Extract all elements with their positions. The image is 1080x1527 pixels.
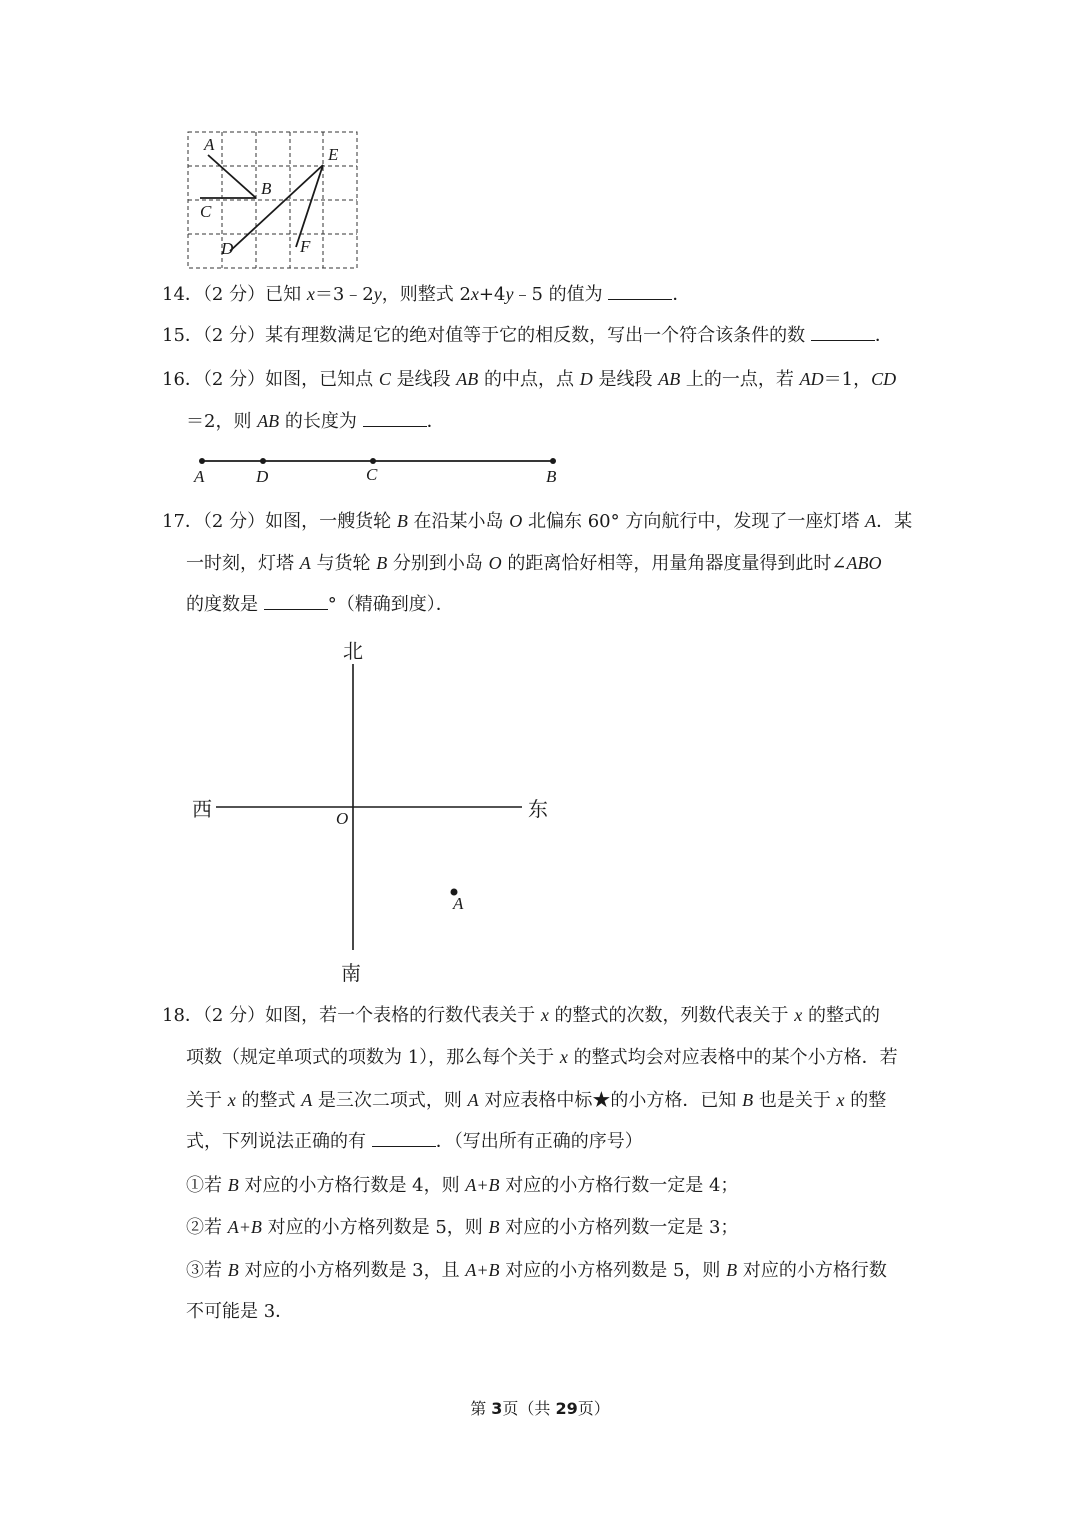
option-1 (186, 1173, 738, 1198)
question-text: 如图，若一个表格的行数代表关于 (265, 1005, 541, 1026)
question-text: 关于 (186, 1090, 228, 1111)
point-label-d: D (221, 239, 234, 258)
question-text: 某有理数满足它的绝对值等于它的相反数，写出一个符合该条件的数 (265, 325, 811, 346)
question-text: 的整式的次数，列数代表关于 (548, 1005, 795, 1026)
math-var: C (378, 369, 391, 389)
point-label-f: F (300, 237, 311, 256)
math-var: x (540, 1005, 549, 1025)
footer-text: 页） (577, 1399, 610, 1418)
math-var: AB (456, 369, 479, 389)
math-var: B (376, 553, 388, 573)
question-number: 14． (162, 284, 203, 305)
question-text: °（精确到度）． (327, 594, 454, 615)
option-text: 对应的小方格列数一定是 3； (499, 1217, 739, 1238)
question-text: +4 (478, 284, 506, 305)
point-label-c: C (366, 465, 378, 484)
question-text: 式，下列说法正确的有 (186, 1131, 372, 1152)
question-text: ，则整式 2 (381, 284, 471, 305)
math-var: A (299, 553, 311, 573)
math-var: A+B (227, 1217, 262, 1237)
question-text: 项数（规定单项式的项数为 1），那么每个关于 (186, 1047, 560, 1068)
option-3-continued (186, 1300, 293, 1324)
north-label: 北 (343, 639, 363, 663)
question-number: 16． (162, 369, 203, 390)
question-text: 北偏东 60° 方向航行中，发现了一座灯塔 (522, 511, 866, 532)
question-text: 如图，一艘货轮 (265, 511, 397, 532)
point-label-c: C (200, 202, 212, 221)
question-18-line-4 (186, 1130, 643, 1154)
point-label-b: B (546, 467, 557, 486)
point-label-a: A (204, 135, 215, 154)
math-var: x (794, 1005, 803, 1025)
option-text: 对应的小方格列数是 3，且 (238, 1260, 466, 1281)
point-label-d: D (256, 467, 269, 486)
question-text: ．（写出所有正确的序号） (435, 1131, 643, 1152)
math-var: AD (799, 369, 824, 389)
question-score: （2 分） (202, 1005, 266, 1026)
option-text: 对应的小方格行数是 4，则 (238, 1175, 466, 1196)
math-var: O (509, 511, 523, 531)
question-number: 17． (162, 511, 203, 532)
question-text: ． (426, 411, 445, 432)
question-text: ﹣5 的值为 (513, 284, 609, 305)
math-var: B (488, 1217, 500, 1237)
option-text: 对应的小方格列数是 5，则 (499, 1260, 727, 1281)
math-var: x (227, 1090, 236, 1110)
question-text: ． (874, 325, 893, 346)
point-label-b: B (261, 179, 272, 198)
question-number: 18． (162, 1005, 203, 1026)
math-var: B (742, 1090, 754, 1110)
math-var: y (505, 284, 514, 304)
option-text: ①若 (186, 1175, 228, 1196)
question-text: 是三次二项式，则 (312, 1090, 468, 1111)
question-text: ＝3﹣2 (314, 284, 374, 305)
math-var: AB (257, 411, 280, 431)
east-label: 东 (528, 797, 548, 821)
math-var: x (559, 1047, 568, 1067)
math-var: O (488, 553, 502, 573)
point-label-a: A (194, 467, 205, 486)
question-text: 与货轮 (310, 553, 377, 574)
footer-text: 第 (470, 1399, 492, 1418)
question-18-line-3 (186, 1088, 886, 1113)
math-var: B (726, 1260, 738, 1280)
math-var: B (227, 1175, 239, 1195)
math-var: B (396, 511, 408, 531)
math-var: A+B (465, 1175, 500, 1195)
question-text: 的距离恰好相等，用量角器度量得到此时∠ (501, 553, 847, 574)
math-var: A (865, 511, 877, 531)
math-var: B (227, 1260, 239, 1280)
page-number: 3 (491, 1399, 503, 1418)
origin-label-o: O (336, 809, 349, 828)
footer-text: 页（共 (502, 1399, 556, 1418)
question-text: 分别到小岛 (387, 553, 489, 574)
math-var: x (306, 284, 315, 304)
question-score: （2 分） (202, 369, 266, 390)
option-text: 对应的小方格列数是 5，则 (261, 1217, 489, 1238)
question-score: （2 分） (202, 284, 266, 305)
question-text: 在沿某小岛 (407, 511, 510, 532)
question-text: 的整式的 (802, 1005, 881, 1026)
option-text: ③若 (186, 1260, 228, 1281)
question-text: ＝1， (823, 369, 872, 390)
question-text: ． (672, 284, 691, 305)
question-text: 的整 (844, 1090, 887, 1111)
question-text: 的整式 (235, 1090, 302, 1111)
math-var: A+B (465, 1260, 500, 1280)
question-text: 已知 (265, 284, 307, 305)
question-text: 上的一点，若 (680, 369, 800, 390)
option-text: 不可能是 3． (186, 1301, 294, 1322)
page-total: 29 (555, 1399, 578, 1418)
math-var: CD (871, 369, 897, 389)
question-text: 的度数是 (186, 594, 264, 615)
question-number: 15． (162, 325, 203, 346)
question-text: 也是关于 (753, 1090, 837, 1111)
question-text: 的整式均会对应表格中的某个小方格．若 (567, 1047, 898, 1068)
question-text: 的长度为 (279, 411, 363, 432)
math-var: AB (658, 369, 681, 389)
south-label: 南 (341, 961, 361, 985)
west-label: 西 (192, 797, 212, 821)
option-2 (186, 1215, 738, 1240)
math-var: A (301, 1090, 313, 1110)
option-text: 对应的小方格行数一定是 4； (499, 1175, 739, 1196)
question-text: ．某 (876, 511, 913, 532)
math-var: y (373, 284, 382, 304)
question-text: 一时刻，灯塔 (186, 553, 300, 574)
question-score: （2 分） (202, 511, 266, 532)
math-var: x (470, 284, 479, 304)
option-text: 对应的小方格行数 (737, 1260, 887, 1281)
answer-blank (372, 1130, 436, 1147)
question-text: 是线段 (390, 369, 457, 390)
question-text: 是线段 (592, 369, 659, 390)
question-18-line-2 (186, 1045, 898, 1070)
question-18-line-1 (162, 1003, 880, 1028)
page-footer (0, 1396, 1080, 1419)
math-var: ABO (846, 553, 882, 573)
math-var: x (836, 1090, 845, 1110)
question-score: （2 分） (202, 325, 266, 346)
question-text: ＝2，则 (186, 411, 258, 432)
question-text: 如图，已知点 (265, 369, 379, 390)
math-var: D (579, 369, 593, 389)
point-label-a: A (453, 894, 464, 913)
option-text: ②若 (186, 1217, 228, 1238)
math-var: A (467, 1090, 479, 1110)
point-label-e: E (328, 145, 339, 164)
question-text: 的中点，点 (478, 369, 580, 390)
option-3 (186, 1258, 887, 1283)
question-text: 对应表格中标★的小方格．已知 (478, 1090, 743, 1111)
